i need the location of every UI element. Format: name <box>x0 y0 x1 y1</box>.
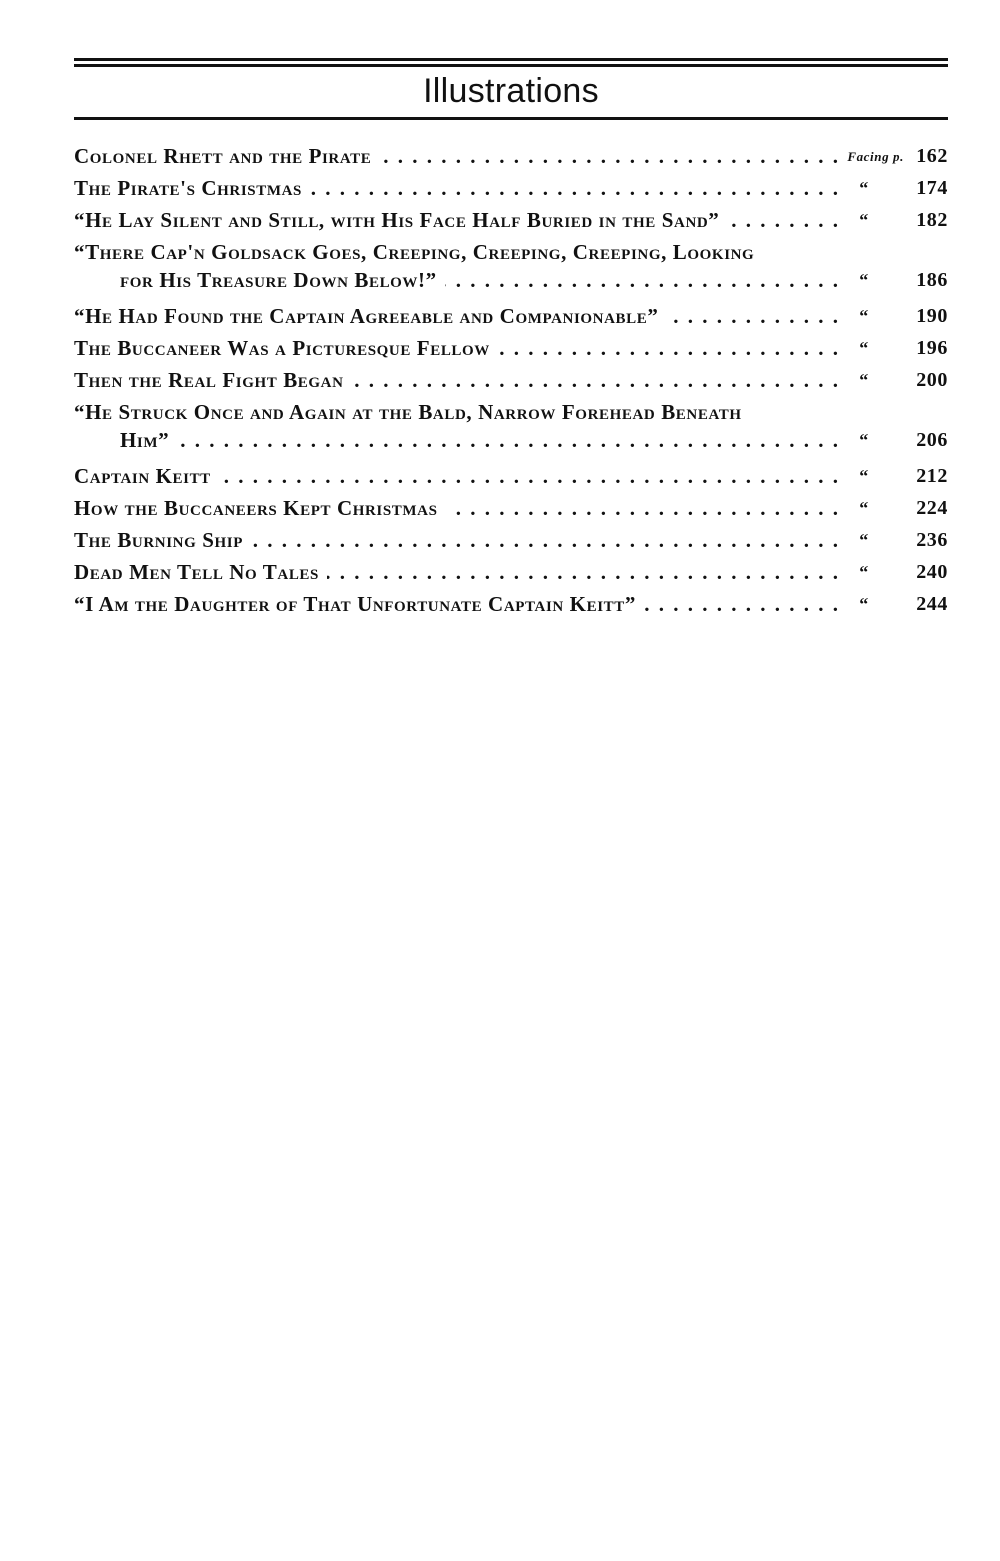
illustration-entry <box>74 524 948 556</box>
illustration-entry <box>74 460 948 492</box>
page-number: 206 <box>916 429 948 451</box>
illustration-title: “He Had Found the Captain Agreeable and Companionable” <box>74 304 666 328</box>
illustration-entry <box>74 332 948 364</box>
ditto-mark: “ <box>859 178 869 198</box>
page-number: 212 <box>916 465 948 487</box>
top-double-rule <box>74 58 948 67</box>
ditto-mark: “ <box>859 466 869 486</box>
ditto-mark: “ <box>859 594 869 614</box>
page-title: Illustrations <box>423 72 599 110</box>
illustration-title: Dead Men Tell No Tales <box>74 560 327 584</box>
page-number: 174 <box>916 177 948 199</box>
illustration-entry <box>74 588 948 620</box>
illustration-title: “There Cap'n Goldsack Goes, Creeping, Creeping, Creeping, Looking <box>74 240 762 264</box>
illustration-entry <box>74 236 948 300</box>
illustration-entry <box>74 556 948 588</box>
illustration-title: Then the Real Fight Began <box>74 368 352 392</box>
illustration-entry <box>74 364 948 396</box>
illustration-title: Captain Keitt <box>74 464 219 488</box>
illustration-title: Colonel Rhett and the Pirate <box>74 144 379 168</box>
illustration-entry <box>74 140 948 172</box>
page-number: 196 <box>916 337 948 359</box>
ditto-mark: “ <box>859 306 869 326</box>
illustration-entry <box>74 396 948 460</box>
illustration-title: for His Treasure Down Below!” <box>120 268 445 292</box>
illustration-title: How the Buccaneers Kept Christmas <box>74 496 446 520</box>
illustrations-page <box>74 58 948 620</box>
ditto-mark: “ <box>859 530 869 550</box>
illustration-title: “He Lay Silent and Still, with His Face Half Buried in the Sand” <box>74 208 727 232</box>
ditto-mark: “ <box>859 498 869 518</box>
illustration-entry <box>74 300 948 332</box>
facing-page-label: Facing p. <box>847 149 904 164</box>
page-number: 244 <box>916 593 948 615</box>
illustration-title: The Buccaneer Was a Picturesque Fellow <box>74 336 498 360</box>
illustration-title: “He Struck Once and Again at the Bald, Narrow Forehead Beneath <box>74 400 750 424</box>
page-number: 190 <box>916 305 948 327</box>
illustration-title: Him” <box>120 428 177 452</box>
page-number: 224 <box>916 497 948 519</box>
illustration-entry <box>74 204 948 236</box>
page-number: 200 <box>916 369 948 391</box>
illustration-entry <box>74 172 948 204</box>
title-rule <box>74 117 948 120</box>
page-number: 186 <box>916 269 948 291</box>
page-number: 240 <box>916 561 948 583</box>
page-number: 162 <box>916 145 948 167</box>
illustration-title: The Burning Ship <box>74 528 251 552</box>
ditto-mark: “ <box>859 270 869 290</box>
ditto-mark: “ <box>859 370 869 390</box>
illustration-list <box>74 140 948 620</box>
ditto-mark: “ <box>859 338 869 358</box>
ditto-mark: “ <box>859 430 869 450</box>
ditto-mark: “ <box>859 562 869 582</box>
page-number: 182 <box>916 209 948 231</box>
illustration-title: The Pirate's Christmas <box>74 176 310 200</box>
page-number: 236 <box>916 529 948 551</box>
illustration-title: “I Am the Daughter of That Unfortunate Captain Keitt” <box>74 592 644 616</box>
illustration-entry <box>74 492 948 524</box>
ditto-mark: “ <box>859 210 869 230</box>
